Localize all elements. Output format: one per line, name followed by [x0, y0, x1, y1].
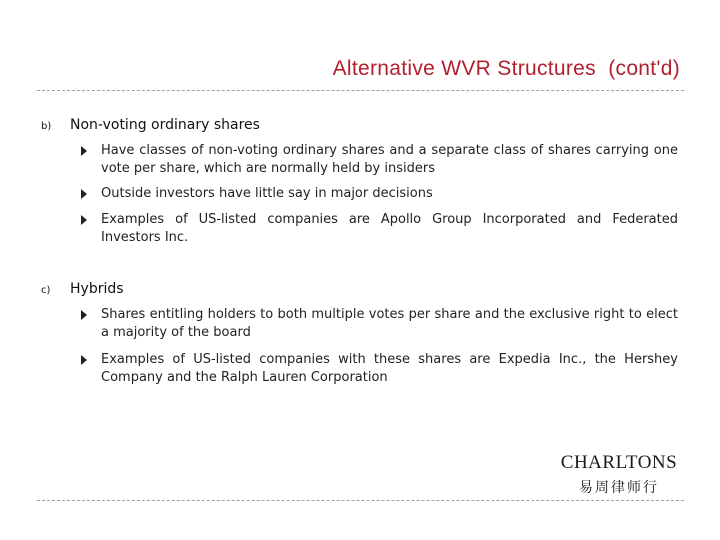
section-c-title: Hybrids: [70, 281, 124, 297]
section-c-item-2: Examples of US-listed companies with these shares are Expedia Inc., the Hershey Company and the Ralph Lauren Corporation: [101, 352, 678, 385]
section-b-title: Non-voting ordinary shares: [70, 117, 260, 133]
section-c-letter: c): [41, 285, 51, 296]
bullet-arrow-icon: [81, 355, 87, 365]
bullet-arrow-icon: [81, 146, 87, 156]
section-b-item-2: Outside investors have little say in major decisions: [101, 186, 433, 201]
charltons-logo-name: CHARLTONS: [560, 452, 678, 473]
bullet-arrow-icon: [81, 215, 87, 225]
section-c-item-1: Shares entitling holders to both multiple votes per share and the exclusive right to elect a majority of the board: [101, 307, 678, 340]
bullet-arrow-icon: [81, 189, 87, 199]
section-b-item-3: Examples of US-listed companies are Apollo Group Incorporated and Federated Investors Inc.: [101, 212, 678, 245]
bottom-divider: [37, 500, 684, 501]
slide-title: Alternative WVR Structures (cont'd): [332, 57, 680, 80]
section-b-letter: b): [41, 121, 52, 132]
section-b-item-1: Have classes of non-voting ordinary shares and a separate class of shares carrying one vote per share, which are normally held by insiders: [101, 143, 678, 176]
charltons-logo-chinese: 易周律师行: [579, 480, 659, 496]
top-divider: [37, 90, 684, 91]
bullet-arrow-icon: [81, 310, 87, 320]
